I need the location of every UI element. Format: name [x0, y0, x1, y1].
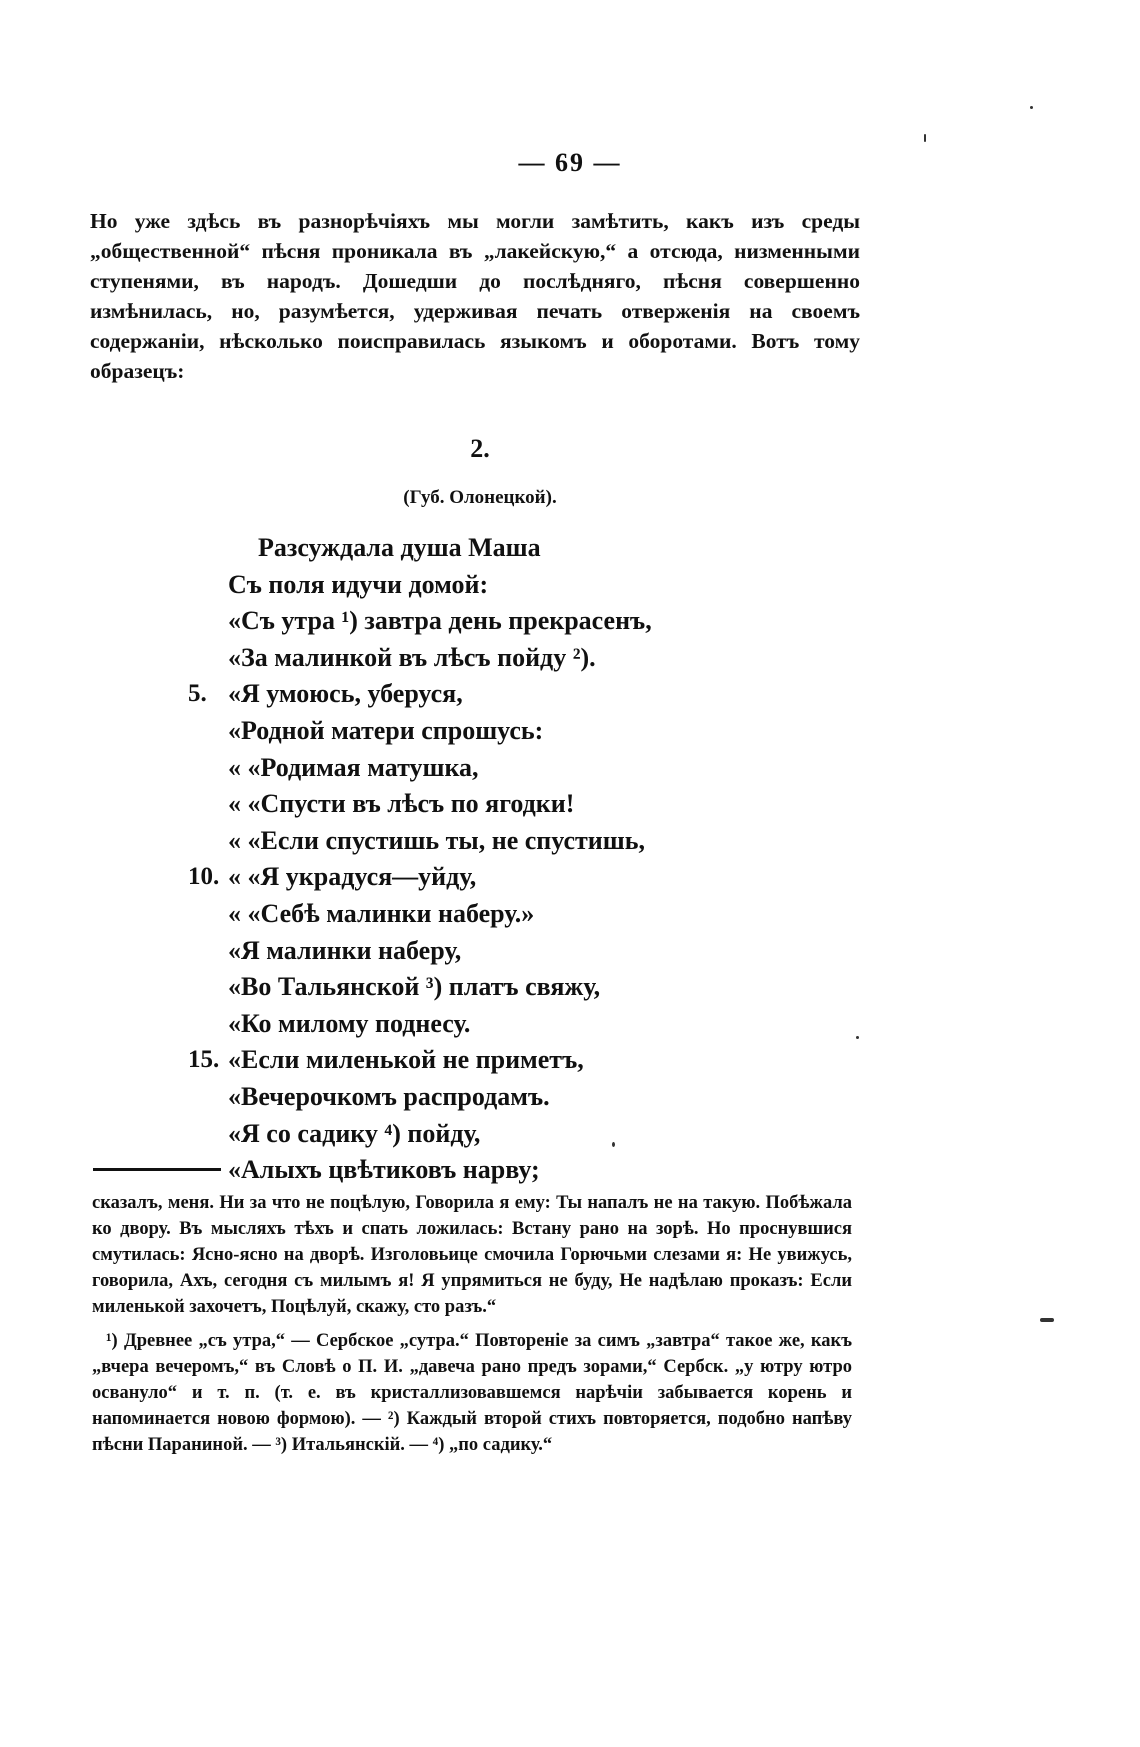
verse-line: [0, 823, 900, 860]
verse-text: «Вечерочкомъ распродамъ.: [228, 1081, 550, 1111]
footnote-continuation: сказалъ, меня. Ни за что не поцѣлую, Говорила я ему: Ты напалъ не на такую. Побѣжала ко двору. Въ мысляхъ тѣхъ и спать ложилась: Встану рано на зорѣ. Но проснувшися смутилась: Ясно-ясно на дворѣ. Изголовьице смочила Горючьми слезами я: Не увижусь, говорила, Ахъ, сегодня съ милымъ я! Я упрямиться не буду, Не надѣлаю проказъ: Если миленькой захочетъ, Поцѣлуй, скажу, сто разъ.“: [92, 1193, 852, 1317]
verse-text: « «Я украдуся—уйду,: [228, 862, 477, 892]
verse-line: [0, 530, 900, 567]
scan-speck: [1040, 1318, 1054, 1322]
verse-line: [0, 603, 900, 640]
verse-line: [0, 786, 900, 823]
verse-text: Разсуждала душа Маша: [258, 533, 541, 562]
verse-text: « «Родимая матушка,: [228, 752, 479, 782]
verse-text: « «Себѣ малинки наберу.»: [228, 898, 535, 928]
verse-text: «Я малинки наберу,: [228, 935, 462, 965]
verse-text: «Родной матери спрошусь:: [228, 715, 544, 745]
verse-line: [0, 933, 900, 970]
line-number: 5.: [188, 680, 207, 708]
scan-speck: [1030, 106, 1033, 109]
verse-text: « «Если спустишь ты, не спустишь,: [228, 825, 645, 855]
verse-text: Съ поля идучи домой:: [228, 569, 489, 599]
verse-line: [0, 1042, 900, 1079]
verse-line: [0, 1006, 900, 1043]
verse-text: « «Спусти въ лѣсъ по ягодки!: [228, 789, 575, 819]
verse-text: «Я со садику ⁴) пойду,: [228, 1118, 481, 1148]
verse-line: [0, 567, 900, 604]
scan-speck: [856, 1036, 859, 1039]
verse-text: «Съ утра ¹) завтра день прекрасенъ,: [228, 606, 652, 636]
verse-line: [0, 676, 900, 713]
page-number: — 69 —: [518, 148, 622, 177]
line-number: 15.: [188, 1046, 220, 1074]
song-number: 2.: [470, 434, 490, 463]
verse-line: [0, 640, 900, 677]
verse-text: «Алыхъ цвѣтиковъ нарву;: [228, 1155, 540, 1185]
footnote-notes: ¹) Древнее „съ утра,“ — Сербское „сутра.“ Повтореніе за симъ „завтра“ такое же, какъ „вчера вечеромъ,“ въ Словѣ о П. И. „давеча рано предъ зорами,“ Сербск. „у ютру ютро освануло“ и т. п. (т. е. въ кристаллизовавшемся нарѣчіи забывается корень и напоминается новою формою). — ²) Каждый второй стихъ повторяется, подобно напѣву пѣсни Параниной. — ³) Итальянскій. — ⁴) „по садику.“: [92, 1331, 852, 1455]
verse-text: «Ко милому поднесу.: [228, 1008, 471, 1038]
verse-line: [0, 969, 900, 1006]
verse: [0, 530, 900, 1189]
line-number: 10.: [188, 863, 220, 891]
scan-speck: [612, 1142, 615, 1147]
song-origin: (Губ. Олонецкой).: [403, 487, 557, 508]
intro-paragraph: Но уже здѣсь въ разнорѣчіяхъ мы могли замѣтить, какъ изъ среды „общественной“ пѣсня проникала въ „лакейскую,“ а отсюда, низменными ступенями, въ народъ. Дошедши до послѣдняго, пѣсня совершенно измѣнилась, но, разумѣется, удерживая печать отверженія на своемъ содержаніи, нѣсколько поисправилась языкомъ и оборотами. Вотъ тому образецъ:: [90, 209, 860, 383]
verse-line: [0, 1116, 900, 1153]
verse-text: «За малинкой въ лѣсъ пойду ²).: [228, 642, 596, 672]
verse-text: «Если миленькой не приметъ,: [228, 1045, 584, 1075]
verse-line: [0, 713, 900, 750]
verse-text: «Во Тальянской ³) платъ свяжу,: [228, 972, 601, 1002]
footnote-divider: [93, 1168, 221, 1171]
verse-line: [0, 1079, 900, 1116]
footnotes: [92, 1190, 852, 1466]
scan-speck: [924, 134, 926, 142]
verse-line: [0, 896, 900, 933]
verse-text: «Я умоюсь, уберуся,: [228, 679, 463, 709]
verse-line: [0, 750, 900, 787]
verse-line: [0, 859, 900, 896]
